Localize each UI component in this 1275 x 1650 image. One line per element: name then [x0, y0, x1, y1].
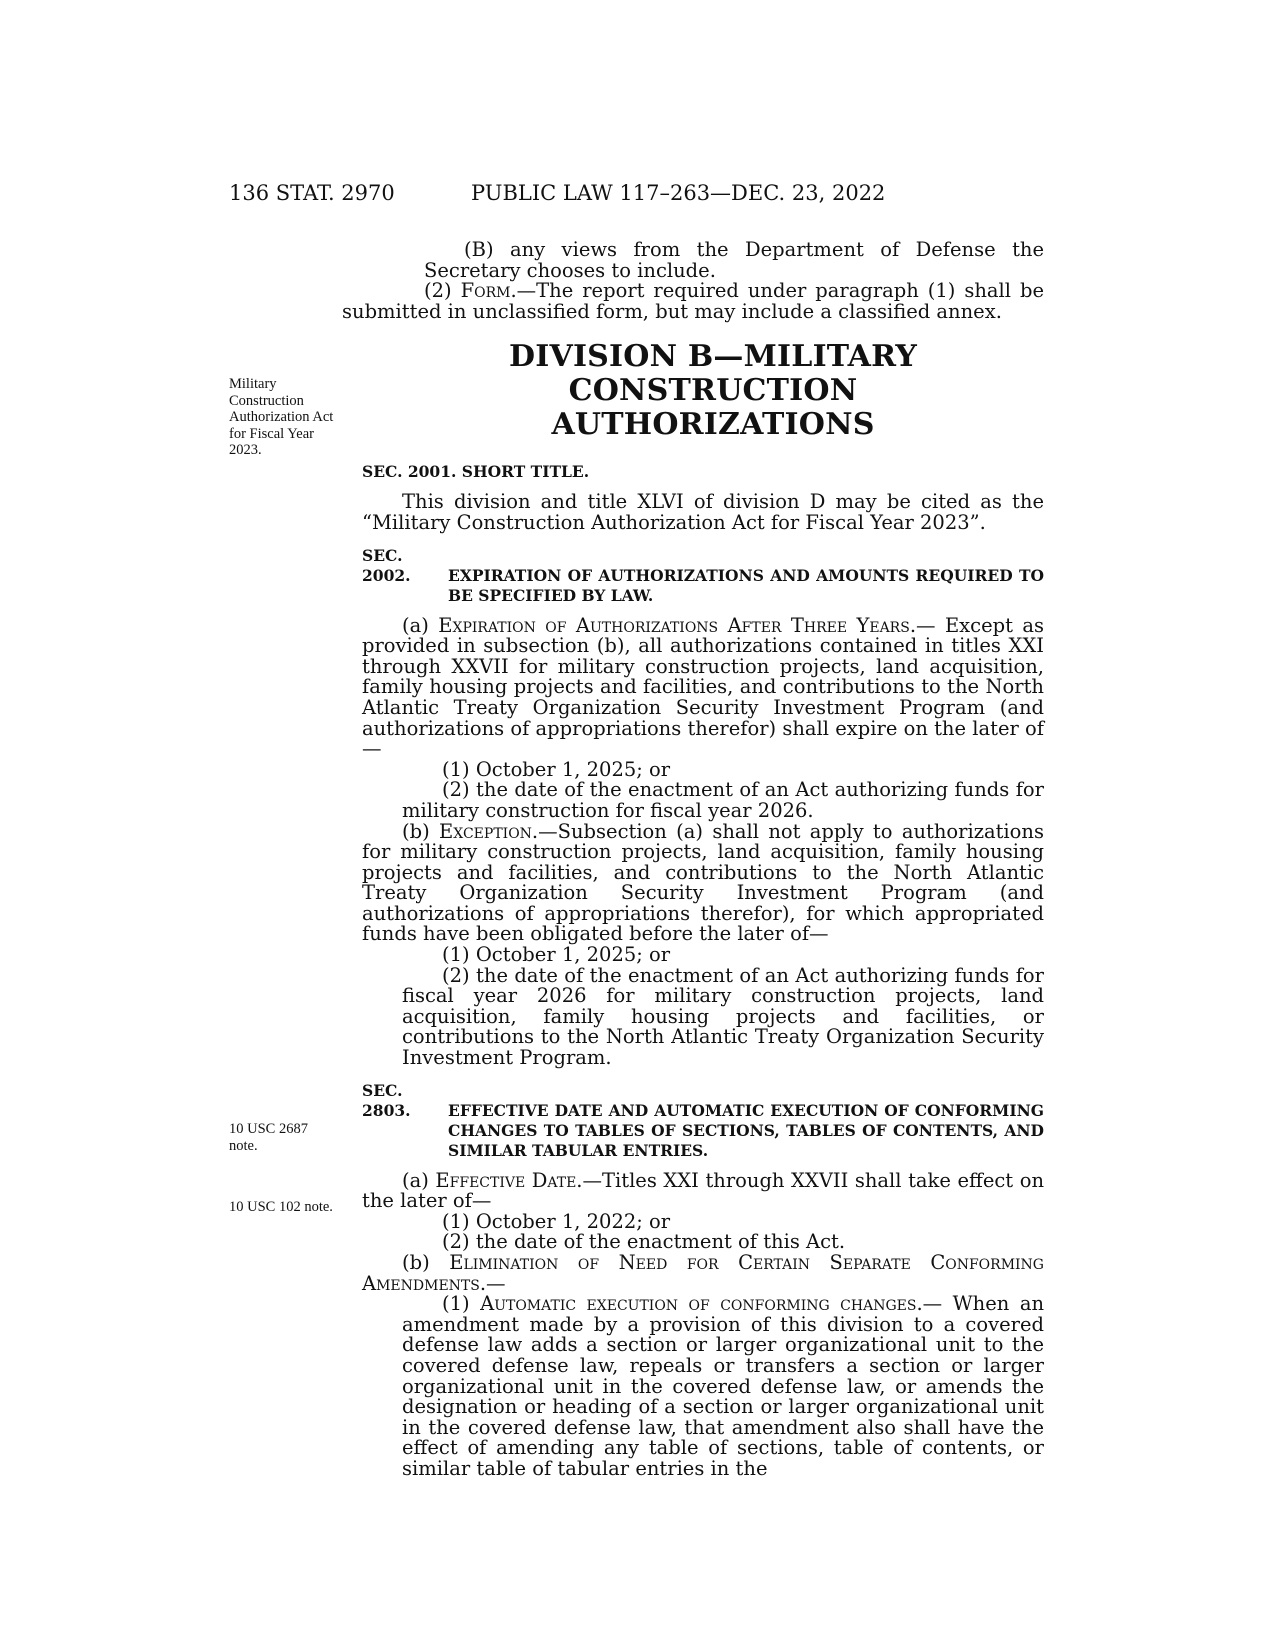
section-2002-title: EXPIRATION OF AUTHORIZATIONS AND AMOUNTS REQUIRED TO BE SPECIFIED BY LAW.	[448, 565, 1044, 605]
paragraph-2-lead: (2)	[424, 279, 461, 303]
paragraph-2-caption: Form	[460, 279, 511, 303]
section-2803-number: SEC. 2803.	[362, 1080, 411, 1120]
section-2002-a-item-1: (1) October 1, 2025; or	[442, 757, 671, 781]
section-2002-b-item-2: (2) the date of the enactment of an Act authorizing funds for fiscal year 2026 for military construction projects, land acquisition, family housing projects and facilities, or contributions to the North Atlantic Treaty Organization Security Investment Program.	[402, 963, 1044, 1070]
division-title-line-2: AUTHORIZATIONS	[551, 407, 875, 443]
subsection-b-caption: Elimination of Need for Certain Separate Conforming Amendments	[362, 1251, 1044, 1295]
section-2002-subsection-b	[362, 819, 1044, 946]
section-2002-subsection-a	[362, 613, 1044, 761]
section-2002-b-item-1: (1) October 1, 2025; or	[442, 943, 671, 967]
paragraph-2-form	[342, 281, 1044, 322]
section-2001-heading: SEC. 2001. SHORT TITLE.	[362, 462, 590, 482]
subsection-a-text: .—Titles XXI through XXVII shall take effect on the later of—	[362, 1168, 1045, 1213]
subsection-b-lead: (b)	[402, 1251, 450, 1274]
paragraph-1-text: .— When an amendment made by a provision of this division to a covered defense law adds a section or larger organizational unit to the covered defense law, repeals or transfers a section or larger organizational unit in the covered defense law, or amends the designation or heading of a section or larger organizational unit in the covered defense law, that amendment also shall have the effect of amending any table of sections, table of contents, or similar table of tabular entries in the	[402, 1292, 1045, 1480]
paragraph-1-lead: (1)	[442, 1292, 481, 1316]
paragraph-2-text: .—The report required under paragraph (1) shall be submitted in unclassified form, but may include a classified annex.	[342, 279, 1044, 323]
statute-page-reference: 136 STAT. 2970	[229, 181, 395, 205]
section-2803-title: EFFECTIVE DATE AND AUTOMATIC EXECUTION OF CONFORMING CHANGES TO TABLES OF SECTIONS, TABLES OF CONTENTS, AND SIMILAR TABULAR ENTRIES.	[448, 1100, 1044, 1160]
margin-note-10-usc-102: 10 USC 102 note.	[229, 1199, 333, 1215]
subsection-a-text: .— Except as provided in subsection (b), all authorizations contained in titles XXI through XXVII for military construction projects, land acquisition, family housing projects and facilities, and contributions to the North Atlantic Treaty Organization Security Investment Program (and authorizations of appropriations therefor) shall expire on the later of—	[362, 613, 1044, 761]
subsection-b-text: .—Subsection (a) shall not apply to authorizations for military construction projects, land acquisition, family housing projects and facilities, and contributions to the North Atlantic Treaty Organization Security Investment Program (and authorizations of appropriations therefor), for which appropriated funds have been obligated before the later of—	[362, 819, 1044, 946]
section-2002-heading	[362, 546, 1044, 606]
public-law-reference: PUBLIC LAW 117–263—DEC. 23, 2022	[471, 181, 886, 205]
paragraph-b-views	[382, 240, 1044, 281]
subsection-a-caption: Effective Date	[435, 1168, 577, 1192]
subsection-b-lead: (b)	[402, 819, 440, 843]
section-2803-subsection-b	[362, 1253, 1044, 1294]
section-2803-b-paragraph-1	[402, 1294, 1044, 1479]
section-2001-text: This division and title XLVI of division D may be cited as the “Military Construction Authorization Act for Fiscal Year 2023”.	[362, 490, 1044, 534]
section-2002-a-item-2: (2) the date of the enactment of an Act authorizing funds for military construction for fiscal year 2026.	[402, 778, 1044, 822]
subsection-a-lead: (a)	[402, 1168, 436, 1192]
paragraph-b-views-text: (B) any views from the Department of Defense the Secretary chooses to include.	[424, 238, 1044, 282]
section-2803-a-item-2: (2) the date of the enactment of this Act.	[442, 1230, 846, 1254]
division-title	[382, 340, 1044, 442]
main-text-column	[342, 238, 1045, 1480]
paragraph-1-caption: Automatic execution of conforming changes	[480, 1292, 917, 1316]
section-2803-heading	[362, 1081, 1044, 1161]
division-title-line-1: DIVISION B—MILITARY CONSTRUCTION	[509, 339, 917, 409]
page-header	[229, 181, 1039, 211]
subsection-a-lead: (a)	[402, 613, 439, 637]
subsection-b-text: .—	[479, 1271, 506, 1295]
margin-note-division-b: Military Construction Authorization Act for Fiscal Year 2023.	[229, 376, 334, 458]
margin-note-10-usc-2687: 10 USC 2687 note.	[229, 1121, 308, 1154]
subsection-b-caption: Exception	[439, 819, 532, 843]
section-2803-a-item-1: (1) October 1, 2022; or	[442, 1209, 671, 1233]
section-2803-subsection-a	[362, 1168, 1045, 1213]
subsection-a-caption: Expiration of Authorizations After Three Years	[438, 613, 910, 637]
section-2002-number: SEC. 2002.	[362, 545, 411, 585]
